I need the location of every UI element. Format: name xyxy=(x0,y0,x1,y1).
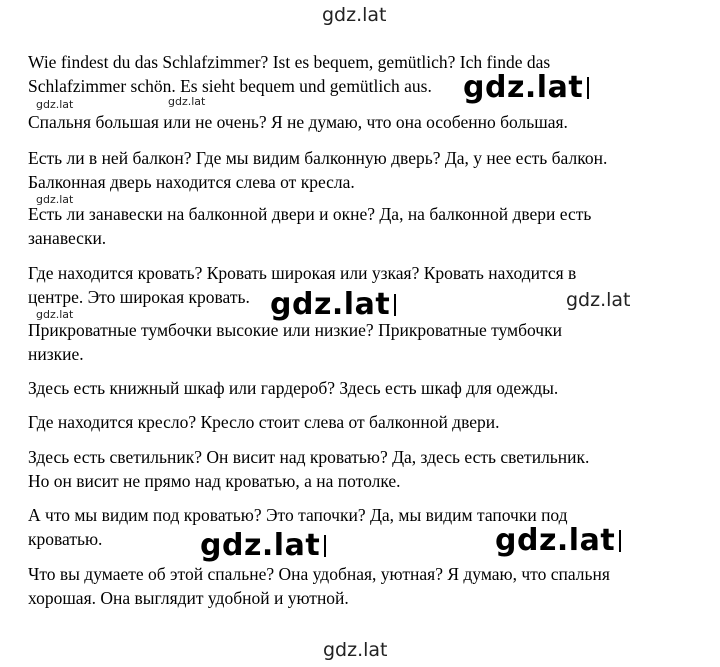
paragraph-line: Есть ли в ней балкон? Где мы видим балконную дверь? Да, у нее есть балкон. xyxy=(28,148,608,168)
paragraph-1 xyxy=(28,50,698,98)
paragraph-line: Что вы думаете об этой спальне? Она удобная, уютная? Я думаю, что спальня xyxy=(28,564,610,584)
paragraph-line: Прикроватные тумбочки высокие или низкие? Прикроватные тумбочки xyxy=(28,320,562,340)
watermark-text: gdz.lat xyxy=(463,70,584,105)
paragraph-line: низкие. xyxy=(28,344,84,364)
watermark: gdz.lat xyxy=(168,95,206,108)
paragraph-2 xyxy=(28,110,698,134)
paragraph-8 xyxy=(28,410,698,434)
paragraph-line: хорошая. Она выглядит удобной и уютной. xyxy=(28,588,349,608)
watermark-text: gdz.lat xyxy=(200,528,321,563)
cursor-bar xyxy=(394,294,396,316)
paragraph-9 xyxy=(28,445,698,493)
paragraph-3 xyxy=(28,146,698,194)
paragraph-line: Балконная дверь находится слева от кресла. xyxy=(28,172,355,192)
paragraph-line: Здесь есть книжный шкаф или гардероб? Здесь есть шкаф для одежды. xyxy=(28,378,559,398)
watermark: gdz.lat xyxy=(36,98,74,111)
watermark-text: gdz.lat xyxy=(270,287,391,322)
watermark: gdz.lat xyxy=(36,308,74,321)
cursor-bar xyxy=(619,530,621,552)
watermark: gdz.lat xyxy=(36,193,74,206)
paragraph-line: Wie findest du das Schlafzimmer? Ist es bequem, gemütlich? Ich finde das xyxy=(28,52,551,72)
watermark xyxy=(463,70,589,105)
watermark: gdz.lat xyxy=(323,639,388,661)
paragraph-line: Где находится кровать? Кровать широкая или узкая? Кровать находится в xyxy=(28,263,577,283)
watermark: gdz.lat xyxy=(322,4,387,26)
watermark xyxy=(200,528,326,563)
paragraph-line: А что мы видим под кроватью? Это тапочки? Да, мы видим тапочки под xyxy=(28,505,568,525)
paragraph-line: кроватью. xyxy=(28,529,103,549)
paragraph-line: Здесь есть светильник? Он висит над кроватью? Да, здесь есть светильник. xyxy=(28,447,590,467)
paragraph-line: Но он висит не прямо над кроватью, а на потолке. xyxy=(28,471,401,491)
watermark: gdz.lat xyxy=(566,289,631,311)
paragraph-line: центре. Это широкая кровать. xyxy=(28,287,250,307)
cursor-bar xyxy=(324,535,326,557)
paragraph-line: Schlafzimmer schön. Es sieht bequem und gemütlich aus. xyxy=(28,76,432,96)
watermark xyxy=(270,287,396,322)
paragraph-6 xyxy=(28,318,698,366)
paragraph-7 xyxy=(28,376,698,400)
paragraph-4 xyxy=(28,202,698,250)
watermark-text: gdz.lat xyxy=(495,523,616,558)
paragraph-line: занавески. xyxy=(28,228,107,248)
paragraph-line: Где находится кресло? Кресло стоит слева от балконной двери. xyxy=(28,412,500,432)
watermark xyxy=(495,523,621,558)
paragraph-line: Спальня большая или не очень? Я не думаю, что она особенно большая. xyxy=(28,112,568,132)
paragraph-11 xyxy=(28,562,698,610)
cursor-bar xyxy=(587,77,589,99)
paragraph-line: Есть ли занавески на балконной двери и окне? Да, на балконной двери есть xyxy=(28,204,592,224)
